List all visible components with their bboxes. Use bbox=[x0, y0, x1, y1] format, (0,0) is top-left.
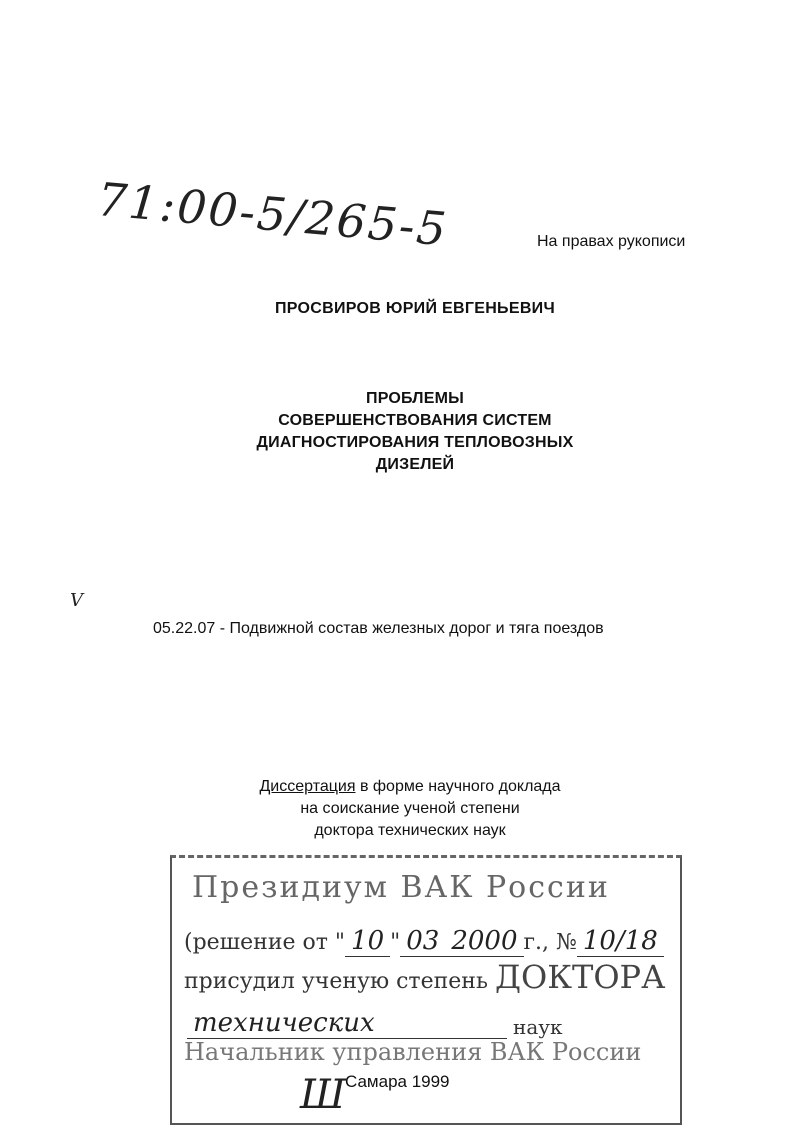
stamp-field-line bbox=[187, 1008, 667, 1039]
decision-prefix: (решение от " bbox=[184, 930, 346, 955]
check-mark-handwritten: V bbox=[70, 590, 83, 611]
dissertation-word: Диссертация bbox=[259, 778, 356, 795]
specialty-code: 05.22.07 - Подвижной состав железных дорог и тяга поездов bbox=[153, 620, 604, 637]
dissertation-note bbox=[0, 776, 798, 842]
dissertation-title bbox=[0, 388, 798, 476]
dissertation-note-line-3: доктора технических наук bbox=[314, 822, 506, 839]
specialty-field-handwritten: технических bbox=[193, 1008, 375, 1038]
awarded-degree: ДОКТОРА bbox=[494, 958, 666, 996]
author-name: ПРОСВИРОВ ЮРИЙ ЕВГЕНЬЕВИЧ bbox=[274, 300, 556, 317]
field-suffix: наук bbox=[513, 1015, 563, 1039]
decision-month: 03 bbox=[400, 926, 445, 957]
awarded-prefix: присудил ученую степень bbox=[184, 969, 488, 994]
decision-quote: " bbox=[390, 930, 401, 955]
title-line-4: ДИЗЕЛЕЙ bbox=[375, 456, 455, 473]
decision-number: 10/18 bbox=[577, 926, 664, 957]
dissertation-form: в форме научного доклада bbox=[355, 778, 561, 795]
decision-year: 2000 bbox=[445, 926, 523, 957]
dissertation-note-line-1 bbox=[0, 776, 798, 798]
stamp-head-line: Начальник управления ВАК России bbox=[184, 1038, 642, 1066]
signature-handwritten: Ш bbox=[300, 1072, 346, 1118]
stamp-awarded-line bbox=[184, 958, 665, 996]
archive-code-handwritten: 71:00-5/265-5 bbox=[95, 172, 451, 257]
decision-year-suffix: г., № bbox=[523, 930, 577, 955]
stamp-title: Президиум ВАК России bbox=[192, 870, 610, 905]
title-line-3: ДИАГНОСТИРОВАНИЯ ТЕПЛОВОЗНЫХ bbox=[256, 434, 574, 451]
city-year: Самара 1999 bbox=[345, 1072, 450, 1091]
rights-note: На правах рукописи bbox=[537, 233, 686, 250]
decision-day: 10 bbox=[345, 926, 390, 957]
dissertation-note-line-2: на соискание ученой степени bbox=[300, 800, 520, 817]
title-line-1: ПРОБЛЕМЫ bbox=[366, 390, 464, 407]
title-line-2: СОВЕРШЕНСТВОВАНИЯ СИСТЕМ bbox=[278, 412, 552, 429]
field-fill-line bbox=[187, 1008, 507, 1039]
stamp-decision-line bbox=[184, 926, 664, 957]
